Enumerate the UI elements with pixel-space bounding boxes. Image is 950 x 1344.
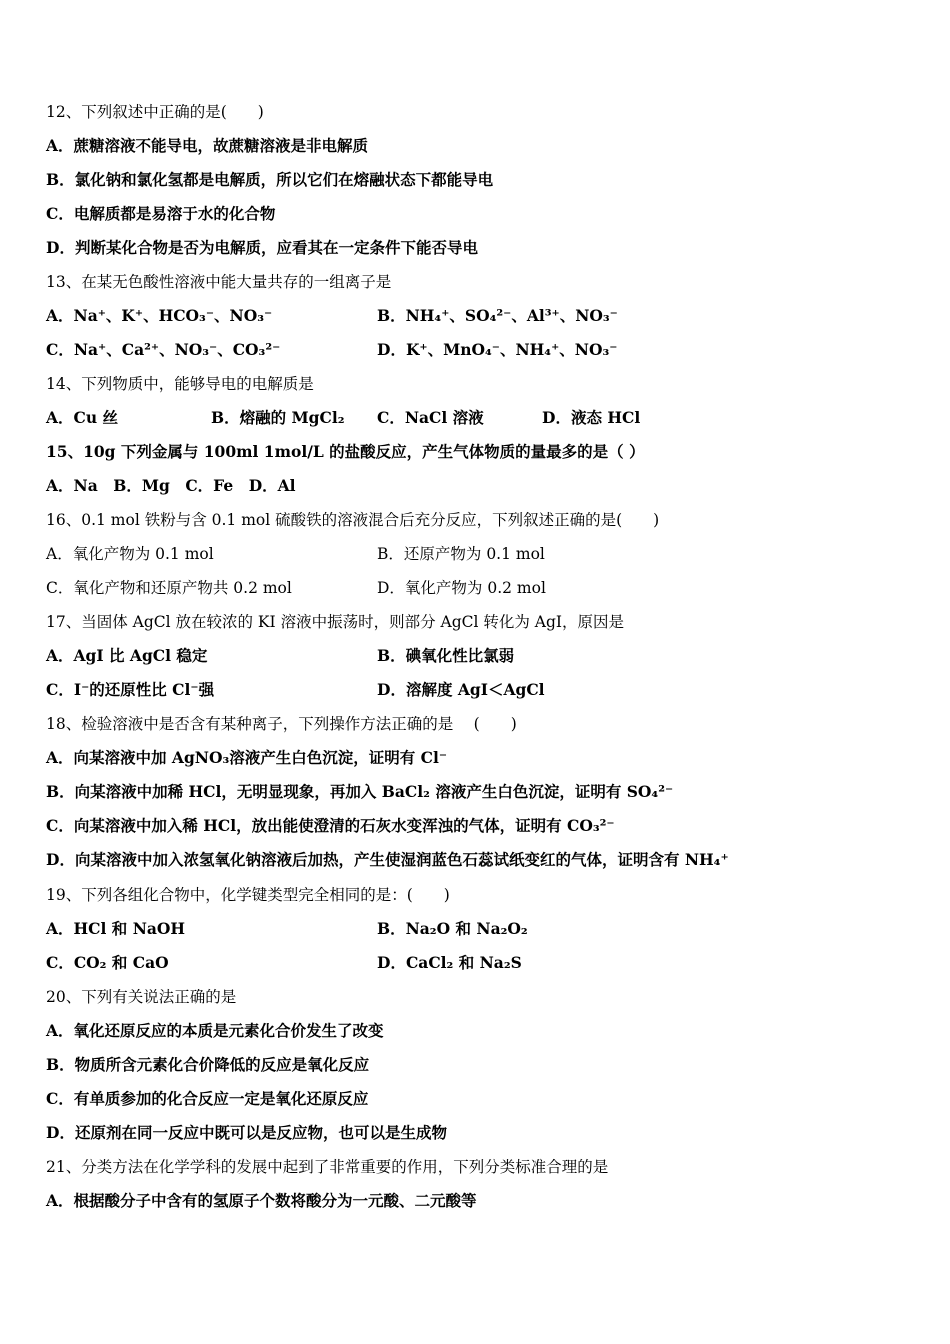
q16-option-b: B．还原产物为 0.1 mol — [377, 545, 545, 563]
q16-option-d: D．氧化产物为 0.2 mol — [377, 579, 546, 597]
q17-option-a: A．AgI 比 AgCl 稳定 — [46, 646, 208, 665]
q18-option-c: C．向某溶液中加入稀 HCl，放出能使澄清的石灰水变浑浊的气体，证明有 CO₃²⁻ — [46, 816, 615, 835]
q13-option-b: B．NH₄⁺、SO₄²⁻、Al³⁺、NO₃⁻ — [377, 306, 618, 325]
q15-stem: 15、10g 下列金属与 100ml 1mol/L 的盐酸反应，产生气体物质的量最多的是（ ） — [46, 442, 645, 461]
q13-option-c: C．Na⁺、Ca²⁺、NO₃⁻、CO₃²⁻ — [46, 340, 281, 359]
q12-option-d: D．判断某化合物是否为电解质，应看其在一定条件下能否导电 — [46, 238, 478, 257]
q21-stem: 21、分类方法在化学学科的发展中起到了非常重要的作用，下列分类标准合理的是 — [46, 1158, 609, 1176]
q17-option-b: B．碘氧化性比氯弱 — [377, 646, 515, 665]
q19-stem: 19、下列各组化合物中，化学键类型完全相同的是：( ) — [46, 886, 450, 904]
q17-option-d: D．溶解度 AgI＜AgCl — [377, 680, 545, 699]
q14-stem: 14、下列物质中，能够导电的电解质是 — [46, 375, 314, 393]
q20-option-d: D．还原剂在同一反应中既可以是反应物，也可以是生成物 — [46, 1123, 447, 1142]
q12-stem: 12、下列叙述中正确的是( ) — [46, 103, 264, 121]
q19-option-c: C．CO₂ 和 CaO — [46, 953, 169, 972]
q19-option-a: A．HCl 和 NaOH — [46, 919, 186, 938]
q13-stem: 13、在某无色酸性溶液中能大量共存的一组离子是 — [46, 273, 392, 291]
q17-option-c: C．I⁻的还原性比 Cl⁻强 — [46, 680, 215, 699]
q19-option-d: D．CaCl₂ 和 Na₂S — [377, 953, 522, 972]
q12-option-a: A．蔗糖溶液不能导电，故蔗糖溶液是非电解质 — [46, 136, 369, 155]
q13-option-d: D．K⁺、MnO₄⁻、NH₄⁺、NO₃⁻ — [377, 340, 618, 359]
q14-option-a: A．Cu 丝 — [46, 408, 119, 427]
q19-option-b: B．Na₂O 和 Na₂O₂ — [377, 919, 528, 938]
q12-option-b: B．氯化钠和氯化氢都是电解质，所以它们在熔融状态下都能导电 — [46, 170, 494, 189]
q16-stem: 16、0.1 mol 铁粉与含 0.1 mol 硫酸铁的溶液混合后充分反应，下列叙述正确的是( ) — [46, 511, 660, 529]
q12-option-c: C．电解质都是易溶于水的化合物 — [46, 204, 276, 223]
q20-option-a: A．氧化还原反应的本质是元素化合价发生了改变 — [46, 1021, 384, 1040]
q18-option-d: D．向某溶液中加入浓氢氧化钠溶液后加热，产生使湿润蓝色石蕊试纸变红的气体，证明含有 NH₄⁺ — [46, 850, 729, 869]
q14-option-d: D．液态 HCl — [542, 408, 641, 427]
q15-options: A．Na B．Mg C．Fe D．Al — [46, 476, 296, 495]
q21-option-a: A．根据酸分子中含有的氢原子个数将酸分为一元酸、二元酸等 — [46, 1191, 477, 1210]
q20-option-b: B．物质所含元素化合价降低的反应是氧化反应 — [46, 1055, 370, 1074]
q17-stem: 17、当固体 AgCl 放在较浓的 KI 溶液中振荡时，则部分 AgCl 转化为 AgI，原因是 — [46, 613, 625, 631]
q13-option-a: A．Na⁺、K⁺、HCO₃⁻、NO₃⁻ — [46, 306, 273, 325]
q14-option-c: C．NaCl 溶液 — [377, 408, 484, 427]
q14-option-b: B．熔融的 MgCl₂ — [211, 408, 345, 427]
q18-option-b: B．向某溶液中加稀 HCl，无明显现象，再加入 BaCl₂ 溶液产生白色沉淀，证明有 SO₄²⁻ — [46, 782, 674, 801]
q20-stem: 20、下列有关说法正确的是 — [46, 988, 237, 1006]
q18-option-a: A．向某溶液中加 AgNO₃溶液产生白色沉淀，证明有 Cl⁻ — [46, 748, 448, 767]
q16-option-a: A．氧化产物为 0.1 mol — [46, 545, 214, 563]
q20-option-c: C．有单质参加的化合反应一定是氧化还原反应 — [46, 1089, 369, 1108]
q18-stem: 18、检验溶液中是否含有某种离子，下列操作方法正确的是 ( ) — [46, 715, 517, 733]
q16-option-c: C．氧化产物和还原产物共 0.2 mol — [46, 579, 292, 597]
